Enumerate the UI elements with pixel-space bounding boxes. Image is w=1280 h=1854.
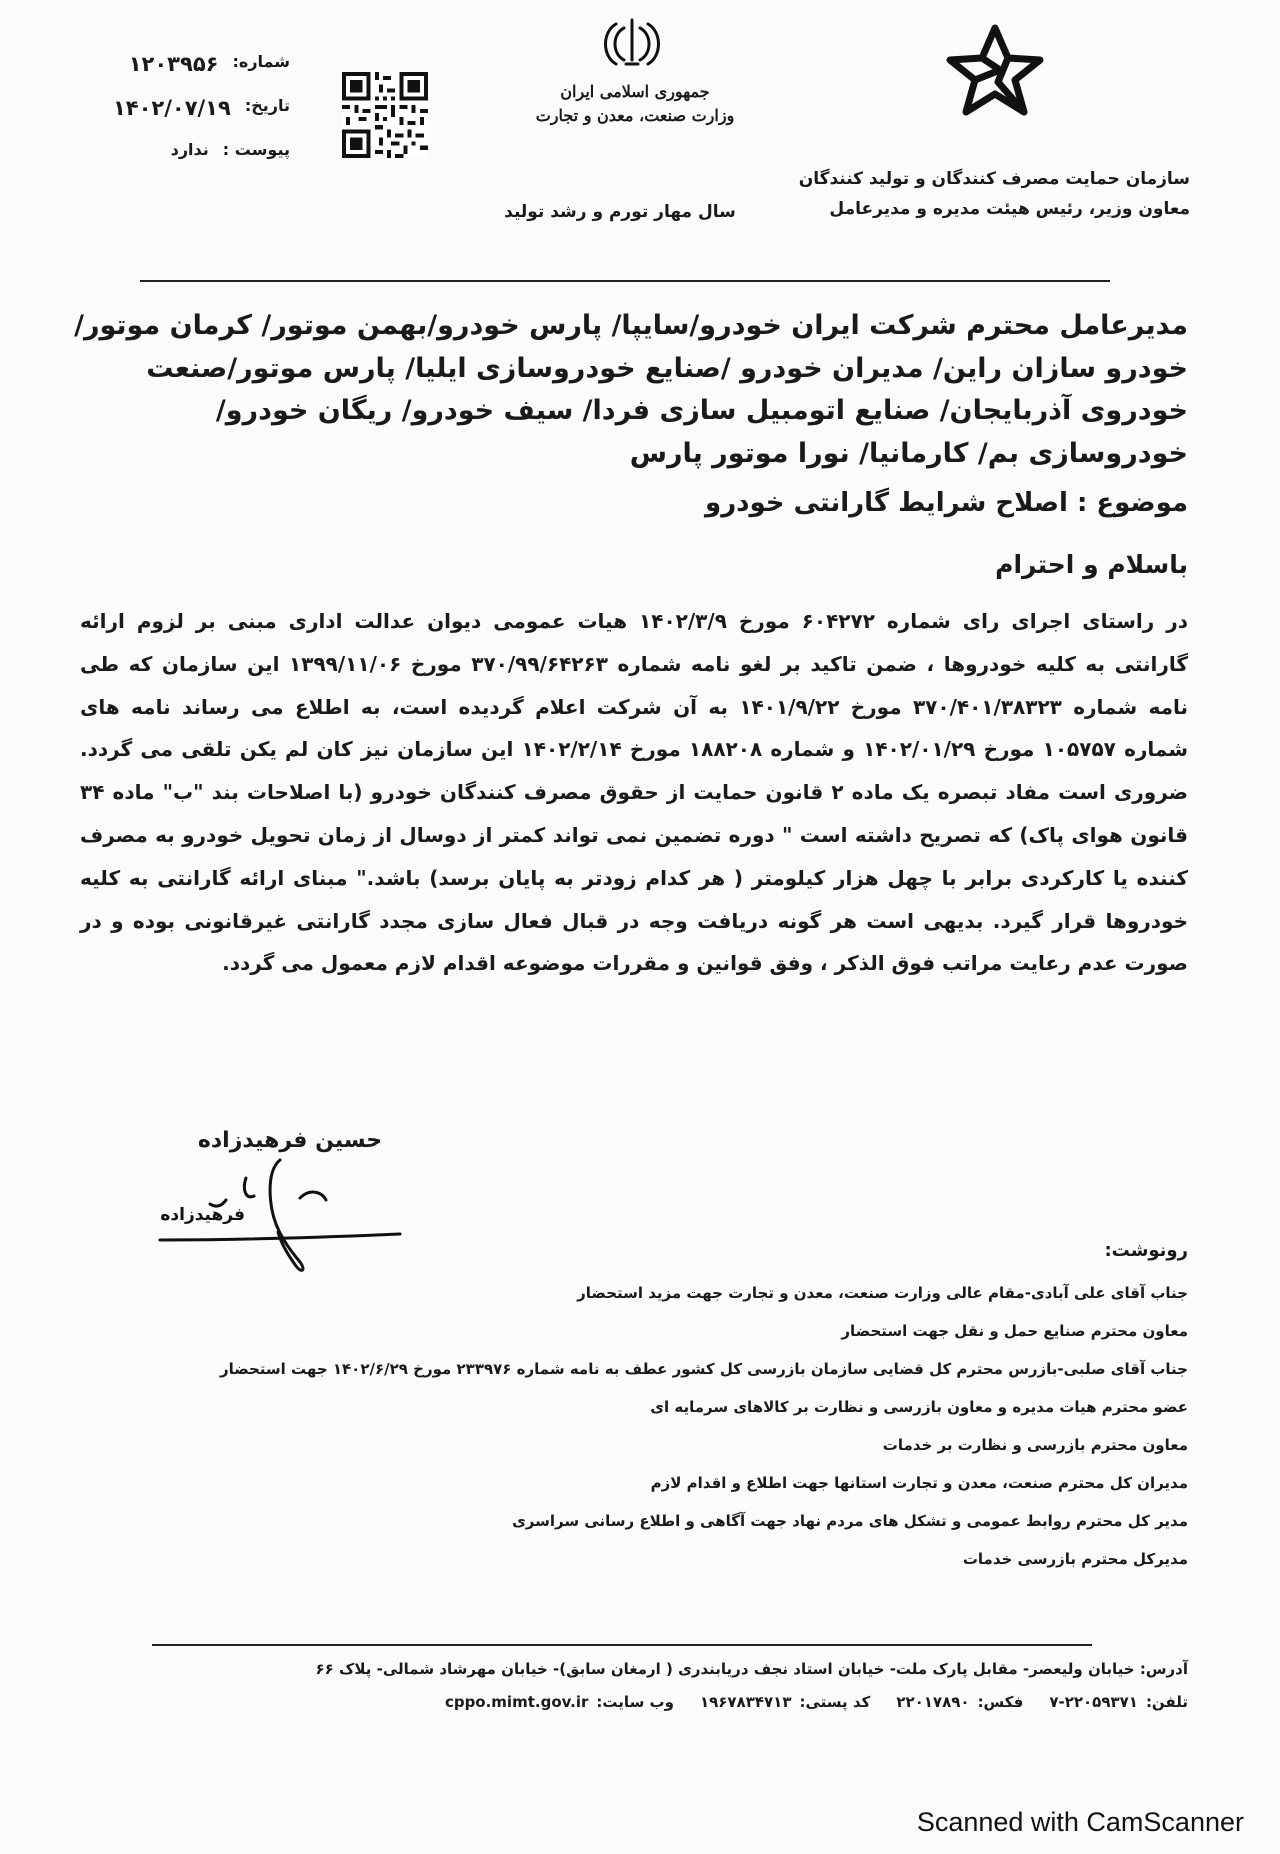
- letter-number-label: شماره:: [232, 52, 290, 71]
- header-divider: [140, 280, 1110, 282]
- scanner-watermark: Scanned with CamScanner: [916, 1807, 1244, 1837]
- salutation: باسلام و احترام: [995, 550, 1188, 579]
- phone-info: [1049, 1693, 1188, 1711]
- postal-code-info: [700, 1693, 870, 1711]
- letter-date-label: تاریخ:: [244, 96, 290, 115]
- signer-name: حسین فرهیدزاده: [197, 1128, 383, 1153]
- attachment-row: [60, 140, 290, 159]
- website-label: وب سایت:: [596, 1693, 674, 1711]
- year-slogan: سال مهار تورم و رشد تولید: [504, 202, 736, 222]
- attachment-value: ندارد: [170, 140, 209, 159]
- postal-code-label: کد پستی:: [799, 1693, 871, 1711]
- letter-number-row: [60, 52, 290, 76]
- signature-handwriting: فرهیدزاده: [160, 1205, 245, 1225]
- letter-body: در راستای اجرای رای شماره ۶۰۴۲۷۲ مورخ ۱۴۰۲/۳/۹ هیات عمومی دیوان عدالت اداری مبنی بر لزوم ارائه گارانتی به کلیه خودروها ، ضمن تاکید بر لغو نامه شماره ۳۷۰/۹۹/۶۴۲۶۳ مورخ ۱۳۹۹/۱۱/۰۶ این سازمان که طی نامه شماره ۳۷۰/۴۰۱/۳۸۳۲۳ مورخ ۱۴۰۱/۹/۲۲ به آن شرکت اعلام گردیده است، به اطلاع می رساند نامه های شماره ۱۰۵۷۵۷ مورخ ۱۴۰۲/۰۱/۲۹ و شماره ۱۸۸۲۰۸ مورخ ۱۴۰۲/۲/۱۴ این سازمان نیز کان لم یکن تلقی می گردد. ضروری است مفاد تبصره یک ماده ۲ قانون حمایت از حقوق مصرف کنندگان خودرو (با اصلاحات بند "ب" ماده ۳۴ قانون هوای پاک) که تصریح داشته است " دوره تضمین نمی تواند کمتر از دوسال از زمان تحویل خودرو به مصرف کننده یا کارکردی برابر با چهل هزار کیلومتر ( هر کدام زودتر به پایان برسد) باشد." مبنای ارائه گارانتی به کلیه خودروها قرار گیرد. بدیهی است هر گونه دریافت وجه در قبال فعال سازی مجدد گارانتی غیرقانونی بوده و در صورت عدم رعایت مراتب فوق الذکر ، وفق قوانین و مقررات موضوعه اقدام لازم معمول می گردد.: [80, 609, 1189, 976]
- copies-list: [188, 1276, 1188, 1580]
- footer-divider: [152, 1644, 1092, 1646]
- letter-date-row: [60, 96, 290, 120]
- qr-code-icon: [342, 72, 428, 158]
- organization-name: [770, 165, 1190, 225]
- footer-address: آدرس: خیابان ولیعصر- مقابل پارک ملت- خیابان استاد نجف دریابندری ( ارمغان سابق)- خیابان مهرشاد شمالی- پلاک ۶۶: [315, 1660, 1188, 1678]
- letter-number-value: ۱۲۰۳۹۵۶: [128, 52, 219, 76]
- ministry-line-country: جمهوری اسلامی ایران: [560, 82, 710, 101]
- organization-logo-icon: [940, 20, 1050, 120]
- copy-recipient: جناب آقای علی آبادی-مقام عالی وزارت صنعت، معدن و تجارت جهت مزید استحضار: [577, 1284, 1188, 1302]
- organization-title: سازمان حمایت مصرف کنندگان و تولید کنندگان: [798, 169, 1190, 189]
- signer-position: معاون وزیر، رئیس هیئت مدیره و مدیرعامل: [829, 198, 1190, 219]
- reference-block: [60, 52, 290, 179]
- phone-value: ۷-۲۲۰۵۹۳۷۱: [1049, 1693, 1138, 1711]
- postal-code-value: ۱۹۶۷۸۳۴۷۱۳: [699, 1693, 792, 1711]
- website-info: [445, 1693, 674, 1711]
- website-link[interactable]: cppo.mimt.gov.ir: [444, 1693, 589, 1711]
- letter-date-value: ۱۴۰۲/۰۷/۱۹: [112, 96, 231, 120]
- phone-label: تلفن:: [1145, 1693, 1188, 1711]
- ministry-name: [530, 80, 740, 128]
- fax-label: فکس:: [977, 1693, 1024, 1711]
- attachment-label: پیوست :: [222, 140, 290, 159]
- copy-recipient: مدیرکل محترم بازرسی خدمات: [962, 1550, 1188, 1568]
- copies-title: رونوشت:: [1104, 1240, 1188, 1261]
- copy-recipient: عضو محترم هیات مدیره و معاون بازرسی و نظارت بر کالاهای سرمایه ای: [650, 1398, 1188, 1416]
- handwritten-signature: [150, 1148, 410, 1278]
- copy-recipient: جناب آقای صلبی-بازرس محترم کل قضایی سازمان بازرسی کل کشور عطف به نامه شماره ۲۳۳۹۷۶ مورخ ۱۴۰۲/۶/۲۹ جهت استحضار: [219, 1360, 1188, 1378]
- fax-value: ۲۲۰۱۷۸۹۰: [896, 1693, 970, 1711]
- letter-subject: موضوع : اصلاح شرایط گارانتی خودرو: [705, 488, 1188, 518]
- fax-info: [896, 1693, 1023, 1711]
- ministry-line-ministry: وزارت صنعت، معدن و تجارت: [535, 106, 735, 125]
- copy-recipient: معاون محترم بازرسی و نظارت بر خدمات: [882, 1436, 1188, 1454]
- recipients: مدیرعامل محترم شرکت ایران خودرو/سایپا/ پارس خودرو/بهمن موتور/ کرمان موتور/ خودرو سازان راین/ مدیران خودرو /صنایع خودروسازی ایلیا/ پارس موتور/صنعت خودروی آذربایجان/ صنایع اتومبیل سازی فردا/ سیف خودرو/ ریگان خودرو/ خودروسازی بم/ کارمانیا/ نورا موتور پارس: [74, 310, 1188, 469]
- footer-contact: [445, 1693, 1188, 1711]
- copy-recipient: مدیران کل محترم صنعت، معدن و تجارت استانها جهت اطلاع و اقدام لازم: [650, 1474, 1188, 1492]
- copy-recipient: معاون محترم صنایع حمل و نقل جهت استحضار: [841, 1322, 1188, 1340]
- copy-recipient: مدیر کل محترم روابط عمومی و تشکل های مردم نهاد جهت آگاهی و اطلاع رسانی سراسری: [512, 1512, 1188, 1530]
- national-emblem-icon: [600, 16, 664, 70]
